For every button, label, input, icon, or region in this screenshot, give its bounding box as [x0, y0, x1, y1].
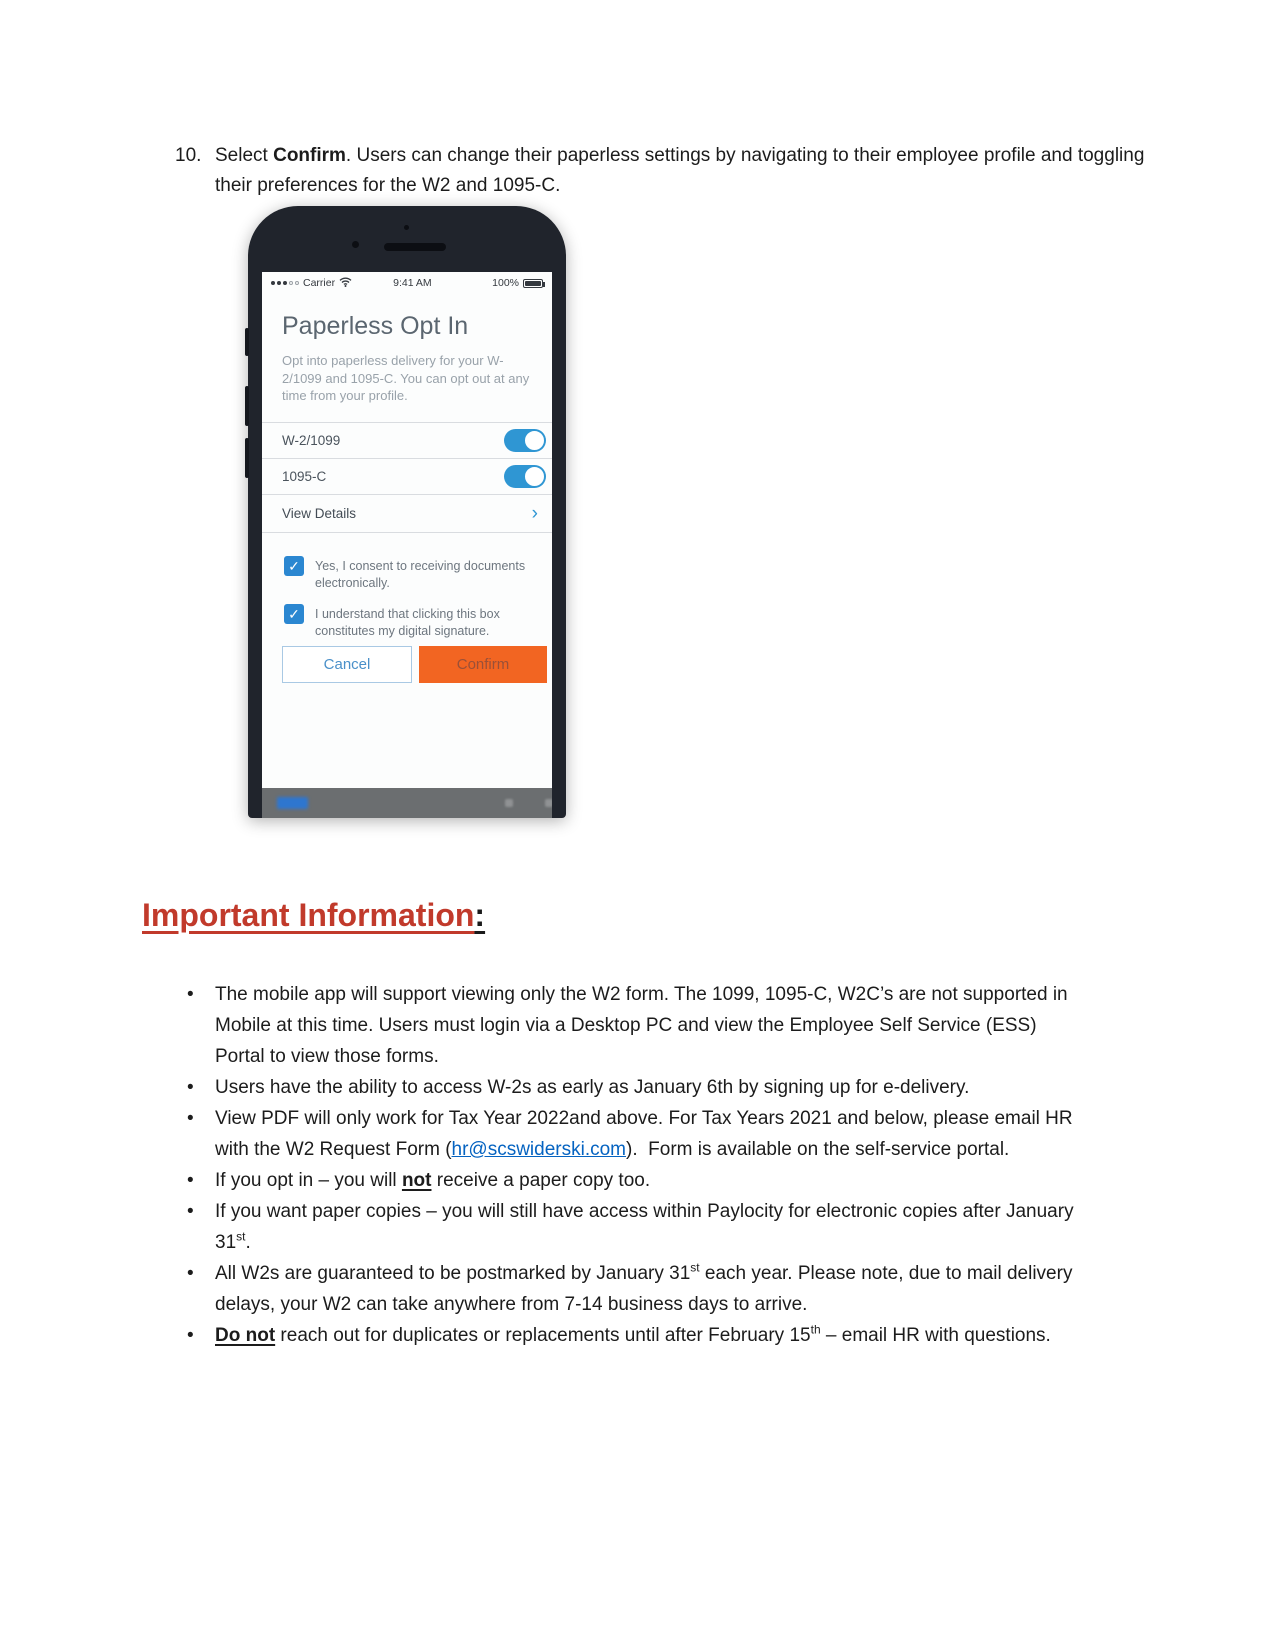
list-item: [185, 1103, 1075, 1165]
list-item: [185, 979, 1075, 1072]
bullet-6-post: each year. Please note, due to mail delivery delays, your W2 can take anywhere from 7-14 business days to arrive.: [215, 1263, 1073, 1315]
step-lead: Select: [215, 145, 274, 166]
bullet-7-post: – email HR with questions.: [820, 1325, 1051, 1346]
bullet-7-mid: reach out for duplicates or replacements until after February 15: [275, 1325, 811, 1346]
row-1095c: [262, 458, 552, 494]
bullet-4-emphasis: not: [401, 1170, 432, 1191]
consent-label-2: I understand that clicking this box constitutes my digital signature.: [315, 607, 500, 638]
step-10-paragraph: [175, 141, 1173, 201]
footer-icon-left[interactable]: [505, 799, 513, 807]
bullet-5-pre: If you want paper copies – you will still have access within Paylocity for electronic copies after January 31: [215, 1201, 1074, 1253]
bullet-3-post: ). Form is available on the self-service portal.: [626, 1139, 1010, 1160]
step-number: 10.: [175, 145, 202, 166]
1095c-toggle[interactable]: [504, 465, 546, 488]
cancel-button[interactable]: Cancel: [282, 646, 412, 683]
phone-screen: [262, 272, 552, 818]
heading-text: Important Information: [142, 897, 475, 933]
consent-row-1: [284, 556, 529, 591]
bullet-6-pre: All W2s are guaranteed to be postmarked by January 31: [215, 1263, 691, 1284]
toggle-knob: [524, 430, 545, 451]
list-item: [185, 1196, 1075, 1258]
bullet-1-text: The mobile app will support viewing only the W2 form. The 1099, 1095-C, W2C’s are not supported in Mobile at this time. Users must login via a Desktop PC and view the Employee Self Service (ESS) Portal to view those forms.: [215, 984, 1068, 1067]
list-item: [185, 1072, 1075, 1103]
battery-icon: [523, 279, 543, 288]
bullet-2-text: Users have the ability to access W-2s as early as January 6th by signing up for e-delivery.: [215, 1077, 970, 1098]
row-1095c-label: 1095-C: [282, 469, 327, 484]
important-information-list: [185, 979, 1090, 1351]
bullet-6-superscript: st: [690, 1260, 700, 1275]
step-text: [215, 141, 1173, 201]
settings-rows: [262, 422, 552, 533]
page-title: Paperless Opt In: [282, 312, 469, 340]
bullet-4-post: receive a paper copy too.: [431, 1170, 651, 1191]
consent-row-2: [284, 604, 529, 639]
blurred-footer-link[interactable]: [277, 797, 308, 809]
consent-checkbox-1[interactable]: [284, 556, 304, 576]
w2-1099-toggle[interactable]: [504, 429, 546, 452]
list-item: [185, 1258, 1075, 1320]
bullet-5-superscript: st: [236, 1229, 246, 1244]
cell-signal-icon: [271, 281, 299, 285]
bullet-3-pre: View PDF will only work for Tax Year 2022and above. For Tax Years 2021 and below, please email HR with the W2 Request Form (: [215, 1108, 1073, 1160]
row-w2-1099: [262, 422, 552, 458]
bullet-5-post: .: [245, 1232, 251, 1253]
confirm-button[interactable]: Confirm: [419, 646, 547, 683]
view-details-label: View Details: [282, 506, 357, 521]
list-item: [185, 1165, 1075, 1196]
bullet-4-pre: If you opt in – you will: [215, 1170, 402, 1191]
consent-section: [284, 556, 529, 652]
volume-down-button: [245, 438, 249, 478]
battery-percent: 100%: [492, 277, 519, 289]
sensor-dot: [404, 225, 409, 230]
wifi-icon: [339, 277, 352, 290]
bullet-7-superscript: th: [810, 1322, 821, 1337]
row-w2-1099-label: W-2/1099: [282, 433, 341, 448]
earpiece-speaker: [384, 243, 446, 251]
mute-switch: [245, 328, 249, 356]
step-rest: . Users can change their paperless settings by navigating to their employee profile and toggling their preferences for the W2 and 1095-C.: [215, 145, 1145, 196]
bullet-7-emphasis: Do not: [215, 1325, 276, 1346]
hr-email-link[interactable]: hr@scswiderski.com: [451, 1139, 627, 1160]
footer-icon-right[interactable]: [545, 799, 552, 807]
toggle-knob: [524, 466, 545, 487]
phone-screenshot: [248, 206, 566, 818]
step-bold-word: Confirm: [273, 145, 346, 166]
consent-label-1: Yes, I consent to receiving documents electronically.: [315, 559, 526, 590]
consent-checkbox-2[interactable]: [284, 604, 304, 624]
view-details-row[interactable]: [262, 494, 552, 532]
chevron-right-icon: ›: [531, 503, 538, 524]
front-camera: [352, 241, 359, 248]
page-subtitle: Opt into paperless delivery for your W-2/1099 and 1095-C. You can opt out at any time from your profile.: [282, 353, 530, 403]
status-bar: [262, 272, 552, 294]
heading-colon: :: [474, 897, 486, 933]
browser-bottom-bar: [262, 788, 552, 818]
volume-up-button: [245, 386, 249, 426]
list-item: [185, 1320, 1075, 1351]
status-time: 9:41 AM: [393, 277, 432, 289]
important-information-heading: [142, 897, 485, 934]
carrier-label: Carrier: [303, 277, 336, 289]
action-buttons: [282, 646, 547, 683]
